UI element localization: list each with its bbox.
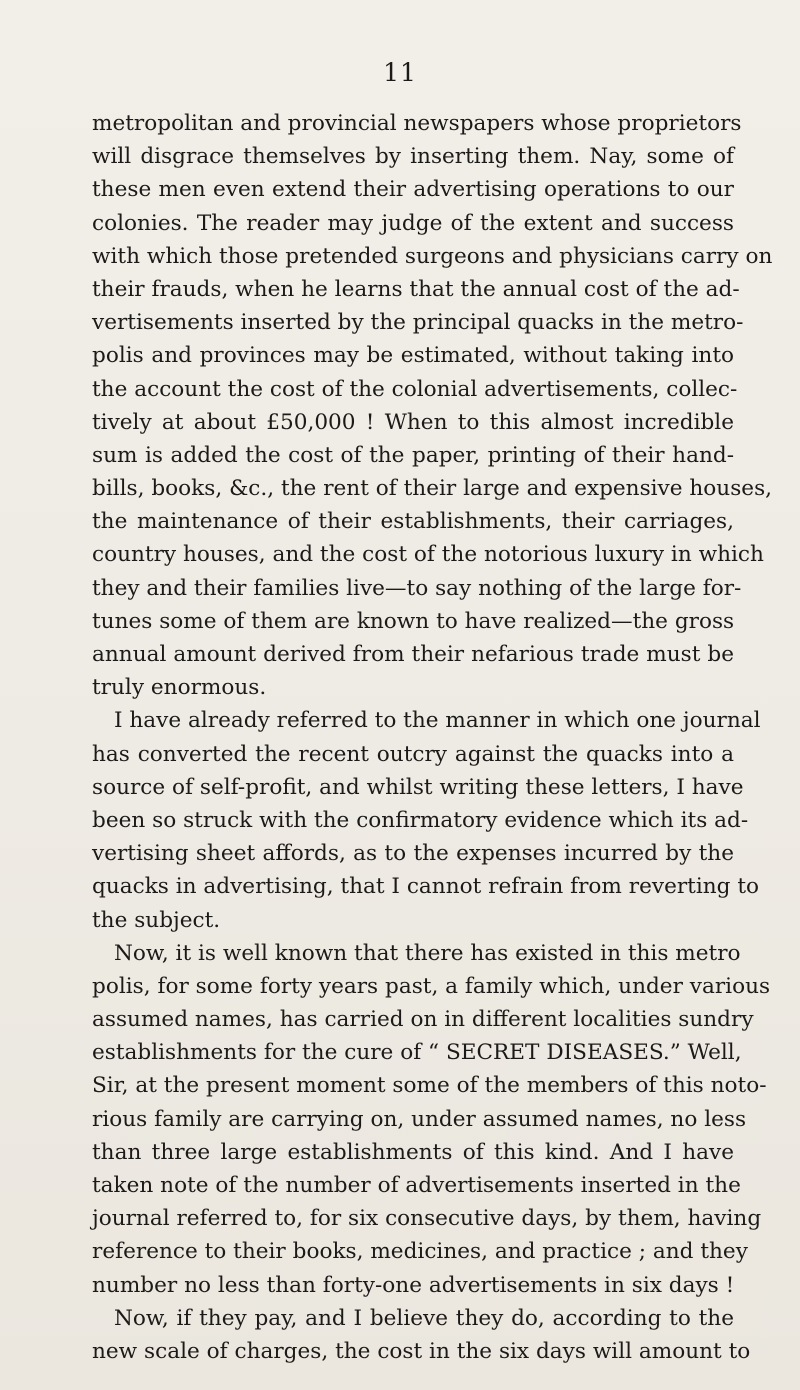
paragraph-start-line: I have already referred to the manner in which one journal: [114, 708, 761, 734]
text-line: journal referred to, for six consecutive days, by them, having: [92, 1206, 762, 1232]
text-line: vertisements inserted by the principal quacks in the metro-: [92, 310, 744, 336]
text-line: these men even extend their advertising operations to our: [92, 177, 734, 203]
text-line: rious family are carrying on, under assumed names, no less: [92, 1106, 747, 1132]
text-line: tunes some of them are known to have realized—the gross: [92, 608, 735, 634]
text-line: the maintenance of their establishments, their carriages,: [92, 509, 734, 535]
paragraph-end-line: number no less than forty-one advertisements in six days !: [92, 1272, 735, 1298]
text-line: country houses, and the cost of the notorious luxury in which: [92, 542, 764, 568]
text-line: reference to their books, medicines, and practice ; and they: [92, 1239, 748, 1265]
body-text: [92, 107, 773, 1368]
text-line: source of self-profit, and whilst writing these letters, I have: [92, 774, 744, 800]
text-line: taken note of the number of advertisements inserted in the: [92, 1173, 741, 1198]
paragraph-start-line: Now, if they pay, and I believe they do, according to the: [114, 1305, 734, 1331]
text-line: bills, books, &c., the rent of their large and expensive houses,: [92, 476, 773, 502]
text-line: polis, for some forty years past, a family which, under various: [92, 973, 771, 999]
text-line: will disgrace themselves by inserting them. Nay, some of: [92, 144, 734, 170]
text-line: has converted the recent outcry against the quacks into a: [92, 741, 734, 767]
text-line: annual amount derived from their nefarious trade must be: [92, 642, 734, 667]
text-line: assumed names, has carried on in different localities sundry: [92, 1007, 754, 1033]
text-line: polis and provinces may be estimated, without taking into: [92, 343, 734, 369]
text-line: vertising sheet affords, as to the expenses incurred by the: [92, 841, 734, 867]
text-line: than three large establishments of this kind. And I have: [92, 1139, 734, 1165]
paragraph-start-line: Now, it is well known that there has existed in this metro: [114, 940, 741, 966]
text-line: sum is added the cost of the paper, printing of their hand-: [92, 442, 734, 468]
text-line: tively at about £50,000 ! When to this almost incredible: [92, 409, 734, 435]
text-line: establishments for the cure of “ SECRET DISEASES.” Well,: [92, 1040, 742, 1066]
text-line: they and their families live—to say nothing of the large for-: [92, 575, 742, 601]
page-number: 11: [383, 58, 417, 87]
text-line: metropolitan and provincial newspapers whose proprietors: [92, 111, 742, 136]
text-line: colonies. The reader may judge of the extent and success: [92, 210, 734, 236]
text-line: with which those pretended surgeons and physicians carry on: [92, 243, 773, 269]
text-line: new scale of charges, the cost in the six days will amount to: [92, 1338, 751, 1364]
paragraph-end-line: truly enormous.: [92, 675, 267, 701]
text-line: quacks in advertising, that I cannot refrain from reverting to: [92, 874, 760, 900]
text-line: Sir, at the present moment some of the members of this noto-: [92, 1073, 767, 1099]
paragraph-end-line: the subject.: [92, 907, 221, 933]
text-line: their frauds, when he learns that the annual cost of the ad-: [92, 276, 740, 302]
text-line: the account the cost of the colonial advertisements, collec-: [92, 376, 738, 402]
text-line: been so struck with the confirmatory evidence which its ad-: [92, 807, 749, 833]
